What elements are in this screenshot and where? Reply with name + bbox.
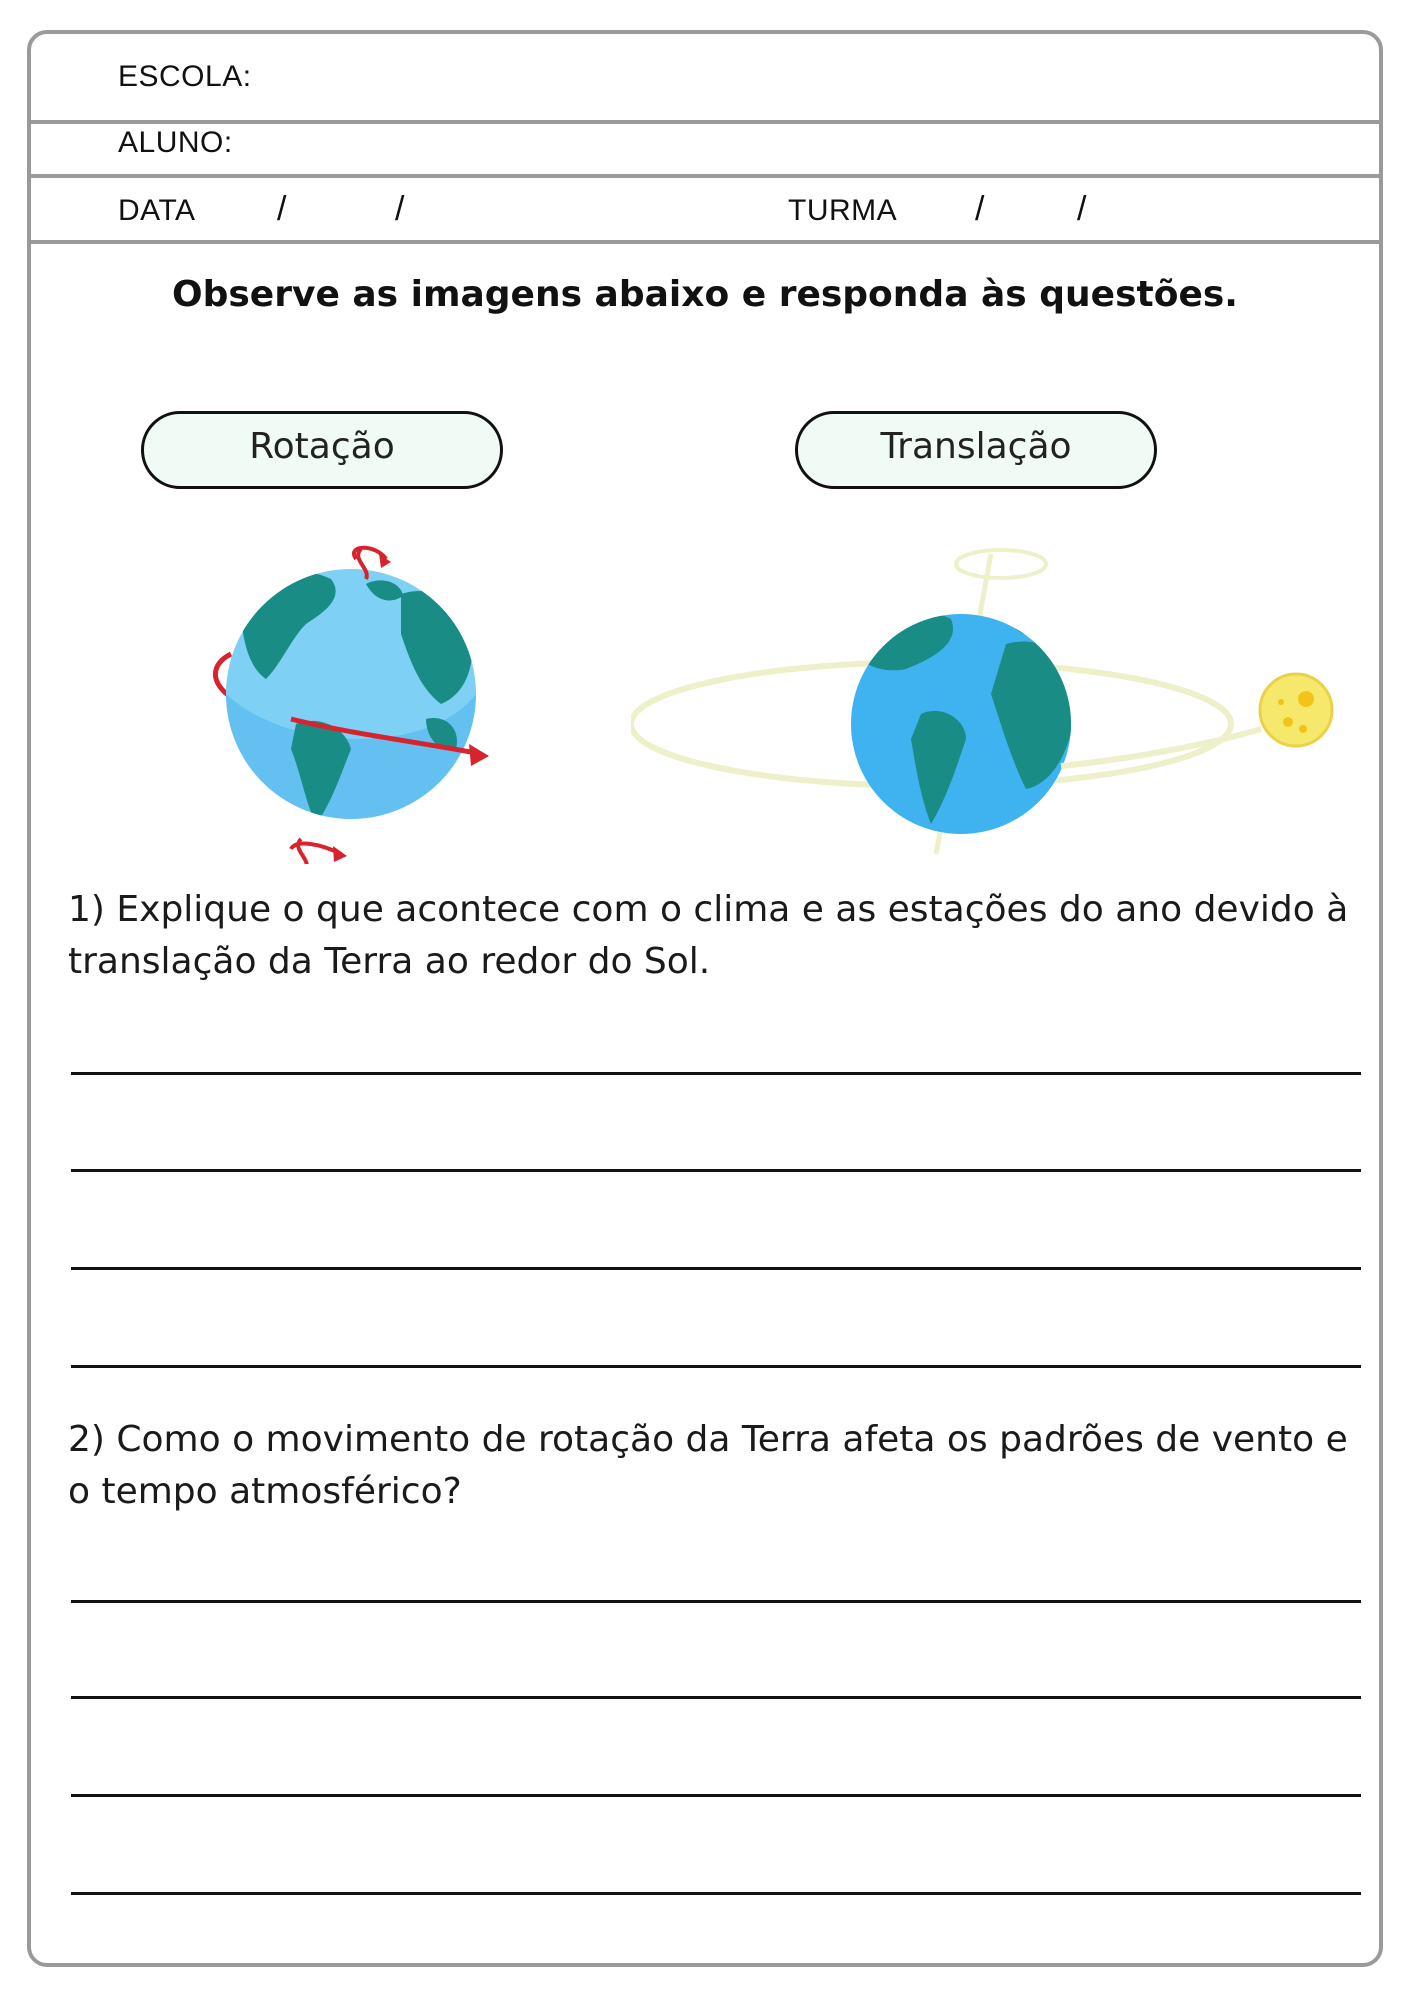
date-slash: / [395,190,405,228]
school-label: ESCOLA: [118,60,252,93]
header-divider [31,120,1379,124]
header-divider [31,240,1379,244]
answer-line[interactable] [71,1794,1361,1797]
header-divider [31,174,1379,178]
sun-icon [1260,674,1332,746]
answer-line[interactable] [71,1365,1361,1368]
date-label: DATA [118,194,196,227]
answer-line[interactable] [71,1600,1361,1603]
date-slash: / [277,190,287,228]
answer-line[interactable] [71,1892,1361,1895]
answer-line[interactable] [71,1169,1361,1172]
answer-line[interactable] [71,1072,1361,1075]
answer-line[interactable] [71,1267,1361,1270]
class-slash: / [1077,190,1087,228]
question-2: 2) Como o movimento de rotação da Terra afeta os padrões de vento e o tempo atmosférico? [68,1419,1348,1512]
answer-line[interactable] [71,1696,1361,1699]
rotation-label-pill: Rotação [141,411,503,489]
translation-earth-illustration [631,534,1351,864]
class-slash: / [975,190,985,228]
class-label: TURMA [788,194,898,227]
rotation-earth-illustration [171,504,511,864]
instruction-heading: Observe as imagens abaixo e responda às questões. [172,274,1238,315]
translation-label-pill: Translação [795,411,1157,489]
student-label: ALUNO: [118,126,233,159]
worksheet-frame [27,30,1383,1967]
question-1: 1) Explique o que acontece com o clima e as estações do ano devido à translação da Terra ao redor do Sol. [68,889,1349,982]
